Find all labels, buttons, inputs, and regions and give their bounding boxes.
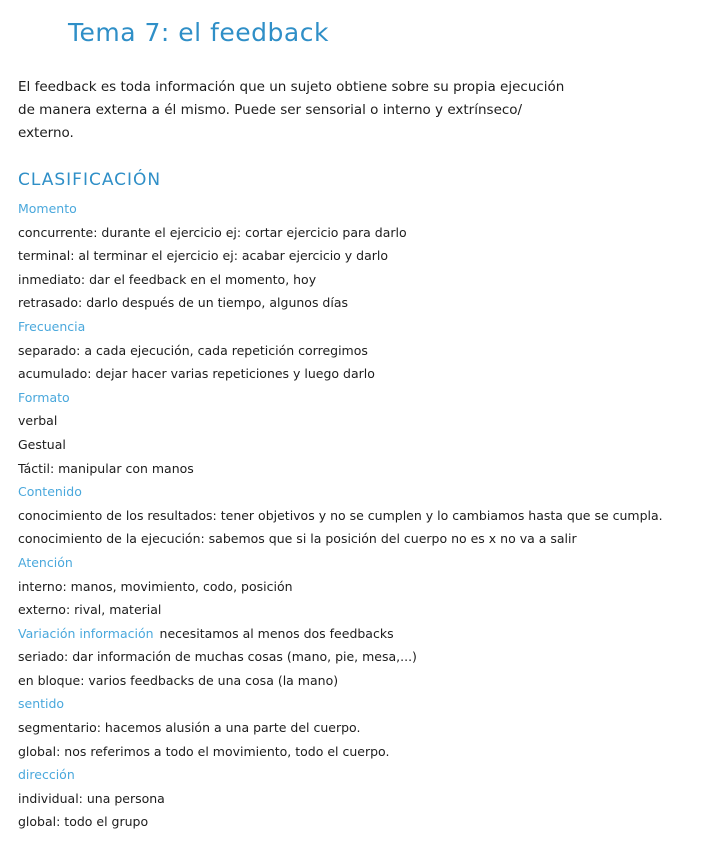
page-title: Tema 7: el feedback <box>68 18 329 47</box>
list-item: global: todo el grupo <box>18 814 149 830</box>
subheading-contenido: Contenido <box>18 484 82 500</box>
classification-list <box>18 197 693 834</box>
list-item: retrasado: darlo después de un tiempo, algunos días <box>18 295 349 311</box>
subheading-sentido: sentido <box>18 696 65 712</box>
list-item: concurrente: durante el ejercicio ej: cortar ejercicio para darlo <box>18 224 407 240</box>
list-item: conocimiento de los resultados: tener objetivos y no se cumplen y lo cambiamos hasta que se cumpla. <box>18 507 663 523</box>
section-heading: CLASIFICACIÓN <box>18 170 162 190</box>
intro-line: externo. <box>18 125 74 141</box>
list-item: separado: a cada ejecución, cada repetición corregimos <box>18 342 368 358</box>
list-item: verbal <box>18 413 58 429</box>
list-item: terminal: al terminar el ejercicio ej: acabar ejercicio y darlo <box>18 248 389 264</box>
subheading-frecuencia: Frecuencia <box>18 318 86 334</box>
variacion-note: necesitamos al menos dos feedbacks <box>159 625 394 641</box>
subheading-variacion-row <box>18 622 693 646</box>
list-item: segmentario: hacemos alusión a una parte del cuerpo. <box>18 720 361 736</box>
list-item: acumulado: dejar hacer varias repeticiones y luego darlo <box>18 366 375 382</box>
list-item: global: nos referimos a todo el movimiento, todo el cuerpo. <box>18 743 390 759</box>
list-item: Táctil: manipular con manos <box>18 460 194 476</box>
subheading-momento: Momento <box>18 201 77 216</box>
intro-line: de manera externa a él mismo. Puede ser sensorial o interno y extrínseco/ <box>18 102 523 118</box>
intro-line: El feedback es toda información que un sujeto obtiene sobre su propia ejecución <box>18 79 565 95</box>
list-item: Gestual <box>18 436 66 452</box>
list-item: seriado: dar información de muchas cosas (mano, pie, mesa,...) <box>18 649 417 665</box>
subheading-formato: Formato <box>18 389 70 405</box>
list-item: externo: rival, material <box>18 602 162 618</box>
subheading-direccion: dirección <box>18 767 75 783</box>
list-item: individual: una persona <box>18 790 165 806</box>
intro-paragraph <box>18 76 693 145</box>
list-item: conocimiento de la ejecución: sabemos que si la posición del cuerpo no es x no va a salir <box>18 531 577 547</box>
list-item: en bloque: varios feedbacks de una cosa (la mano) <box>18 672 339 688</box>
list-item: inmediato: dar el feedback en el momento, hoy <box>18 271 317 287</box>
subheading-atencion: Atención <box>18 554 73 570</box>
subheading-variacion: Variación información <box>18 625 154 641</box>
list-item: interno: manos, movimiento, codo, posición <box>18 578 293 594</box>
